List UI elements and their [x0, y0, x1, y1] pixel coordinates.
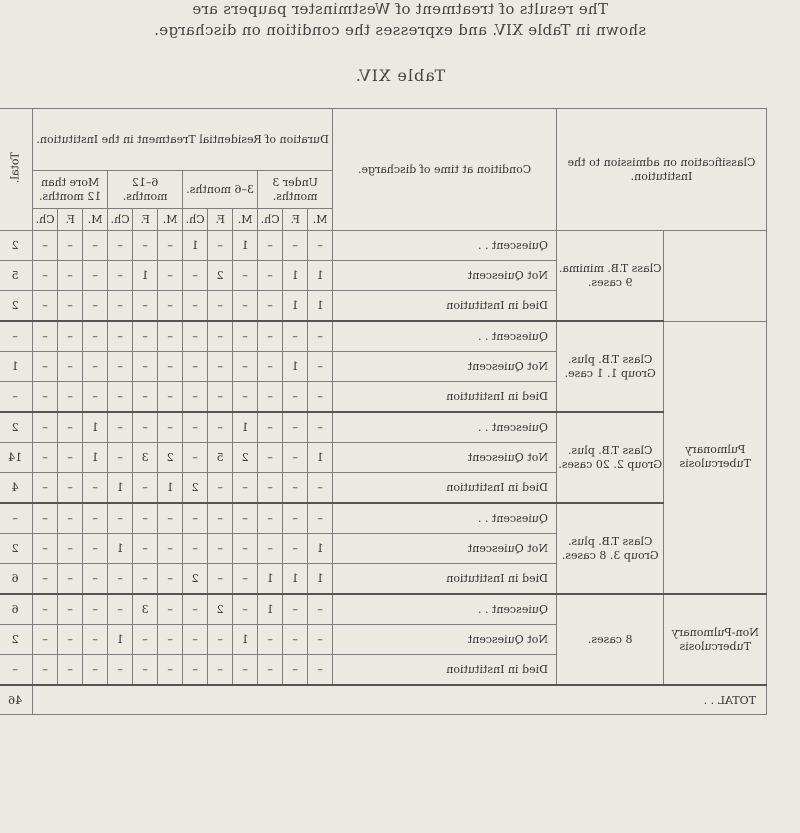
condition-cell: Not Quiescent: [333, 534, 557, 564]
value-cell: 1: [133, 261, 158, 291]
value-cell: –: [33, 352, 58, 382]
value-cell: –: [58, 655, 83, 686]
value-cell: –: [208, 352, 233, 382]
condition-cell: Quiescent . .: [333, 321, 557, 352]
value-cell: 1: [108, 473, 133, 504]
value-cell: 1: [283, 352, 308, 382]
value-cell: –: [158, 412, 183, 443]
value-cell: –: [283, 473, 308, 504]
value-cell: –: [158, 291, 183, 322]
period-under-3: Under 3 months.: [258, 171, 333, 209]
value-cell: 2: [233, 443, 258, 473]
value-cell: –: [158, 594, 183, 625]
row-total-cell: 6: [0, 564, 33, 595]
value-cell: –: [208, 503, 233, 534]
period-6-12: 6–12 months.: [108, 171, 183, 209]
sub-ch: Ch.: [108, 209, 133, 231]
value-cell: –: [108, 291, 133, 322]
value-cell: –: [283, 625, 308, 655]
value-cell: –: [158, 564, 183, 595]
value-cell: –: [183, 594, 208, 625]
value-cell: –: [183, 321, 208, 352]
value-cell: 1: [183, 231, 208, 261]
value-cell: –: [258, 655, 283, 686]
data-table: [0, 108, 767, 715]
value-cell: 5: [208, 443, 233, 473]
value-cell: –: [58, 291, 83, 322]
value-cell: 1: [308, 291, 333, 322]
value-cell: 1: [233, 625, 258, 655]
value-cell: –: [233, 473, 258, 504]
row-total-cell: 1: [0, 352, 33, 382]
value-cell: 1: [108, 625, 133, 655]
value-cell: –: [83, 655, 108, 686]
condition-cell: Died in Institution: [333, 382, 557, 413]
table-row: [0, 503, 767, 534]
row-total-cell: 5: [0, 261, 33, 291]
value-cell: –: [108, 231, 133, 261]
value-cell: –: [83, 321, 108, 352]
value-cell: –: [258, 412, 283, 443]
value-cell: 1: [258, 564, 283, 595]
row-total-cell: 2: [0, 412, 33, 443]
value-cell: –: [258, 261, 283, 291]
value-cell: 1: [233, 231, 258, 261]
value-cell: –: [158, 321, 183, 352]
value-cell: –: [58, 261, 83, 291]
category-cell: Non-Pulmonary Tuberculosis: [664, 594, 767, 685]
value-cell: –: [208, 231, 233, 261]
condition-cell: Died in Institution: [333, 564, 557, 595]
value-cell: 2: [208, 261, 233, 291]
value-cell: –: [233, 655, 258, 686]
value-cell: –: [158, 382, 183, 413]
value-cell: –: [283, 382, 308, 413]
value-cell: 1: [308, 534, 333, 564]
sub-f: F.: [58, 209, 83, 231]
value-cell: –: [158, 625, 183, 655]
value-cell: –: [133, 473, 158, 504]
value-cell: 1: [108, 534, 133, 564]
value-cell: –: [133, 291, 158, 322]
sub-m: M.: [233, 209, 258, 231]
value-cell: –: [208, 412, 233, 443]
value-cell: 1: [308, 443, 333, 473]
value-cell: –: [33, 534, 58, 564]
row-total-cell: 6: [0, 594, 33, 625]
condition-cell: Died in Institution: [333, 473, 557, 504]
value-cell: 1: [308, 564, 333, 595]
value-cell: –: [183, 655, 208, 686]
row-total-cell: 2: [0, 231, 33, 261]
row-total-cell: 2: [0, 291, 33, 322]
value-cell: 3: [133, 443, 158, 473]
table-title: Table XIV.: [354, 66, 446, 85]
value-cell: –: [108, 655, 133, 686]
value-cell: –: [308, 321, 333, 352]
value-cell: –: [208, 473, 233, 504]
header-duration: Duration of Residential Treatment in the Institution.: [33, 109, 333, 171]
caption-line-1: The results of treatment of Westminster paupers are: [192, 0, 608, 18]
sub-m: M.: [158, 209, 183, 231]
period-over-12: More than 12 months.: [33, 171, 108, 209]
value-cell: –: [308, 473, 333, 504]
value-cell: –: [83, 382, 108, 413]
value-cell: –: [133, 321, 158, 352]
header-condition: Condition at time of discharge.: [333, 109, 557, 231]
total-row: [0, 685, 767, 715]
value-cell: –: [33, 473, 58, 504]
value-cell: –: [83, 352, 108, 382]
value-cell: –: [183, 352, 208, 382]
condition-cell: Quiescent . .: [333, 412, 557, 443]
value-cell: –: [133, 534, 158, 564]
value-cell: –: [183, 382, 208, 413]
value-cell: 1: [158, 473, 183, 504]
value-cell: –: [33, 625, 58, 655]
sub-f: F.: [283, 209, 308, 231]
value-cell: –: [58, 412, 83, 443]
sub-f: F.: [133, 209, 158, 231]
value-cell: 1: [83, 443, 108, 473]
value-cell: –: [233, 382, 258, 413]
value-cell: 2: [183, 564, 208, 595]
value-cell: –: [183, 443, 208, 473]
value-cell: –: [158, 352, 183, 382]
value-cell: –: [283, 412, 308, 443]
value-cell: –: [58, 503, 83, 534]
condition-cell: Quiescent . .: [333, 594, 557, 625]
value-cell: –: [108, 261, 133, 291]
value-cell: –: [133, 352, 158, 382]
value-cell: –: [58, 473, 83, 504]
value-cell: –: [233, 291, 258, 322]
header-total-label: Total.: [8, 152, 22, 184]
value-cell: –: [83, 473, 108, 504]
value-cell: –: [283, 503, 308, 534]
row-total-cell: 2: [0, 625, 33, 655]
category-cell: Pulmonary Tuberculosis: [664, 321, 767, 594]
value-cell: –: [33, 594, 58, 625]
sub-ch: Ch.: [258, 209, 283, 231]
header-total: [0, 109, 33, 231]
value-cell: –: [308, 352, 333, 382]
value-cell: –: [108, 352, 133, 382]
value-cell: –: [83, 503, 108, 534]
sub-m: M.: [308, 209, 333, 231]
header-classification: Classification on admission to the Institution.: [556, 109, 766, 231]
value-cell: –: [33, 443, 58, 473]
condition-cell: Not Quiescent: [333, 625, 557, 655]
sub-ch: Ch.: [33, 209, 58, 231]
classification-cell: Class T.B. minima. 9 cases.: [556, 231, 664, 322]
value-cell: –: [58, 382, 83, 413]
value-cell: –: [133, 412, 158, 443]
value-cell: –: [258, 291, 283, 322]
value-cell: –: [308, 231, 333, 261]
total-value: 46: [0, 685, 33, 715]
value-cell: –: [183, 291, 208, 322]
condition-cell: Quiescent . .: [333, 231, 557, 261]
value-cell: 2: [158, 443, 183, 473]
value-cell: –: [33, 382, 58, 413]
table-row: [0, 594, 767, 625]
table-body: [0, 231, 767, 715]
value-cell: –: [258, 503, 283, 534]
value-cell: –: [33, 503, 58, 534]
value-cell: –: [108, 594, 133, 625]
value-cell: –: [283, 443, 308, 473]
classification-cell: Class T.B. plus. Group 2. 20 cases.: [556, 412, 664, 503]
value-cell: –: [108, 412, 133, 443]
classification-cell: Class T.B. plus. Group 3. 8 cases.: [556, 503, 664, 594]
row-total-cell: –: [0, 655, 33, 686]
value-cell: –: [308, 412, 333, 443]
value-cell: –: [58, 443, 83, 473]
value-cell: –: [208, 564, 233, 595]
table-row: [0, 231, 767, 261]
value-cell: –: [133, 231, 158, 261]
value-cell: –: [208, 655, 233, 686]
value-cell: 3: [133, 594, 158, 625]
value-cell: –: [158, 655, 183, 686]
total-label: TOTAL . .: [33, 685, 767, 715]
value-cell: –: [33, 655, 58, 686]
value-cell: –: [258, 443, 283, 473]
value-cell: 1: [233, 412, 258, 443]
value-cell: –: [258, 231, 283, 261]
value-cell: –: [233, 594, 258, 625]
value-cell: 1: [283, 291, 308, 322]
value-cell: –: [108, 503, 133, 534]
value-cell: –: [258, 321, 283, 352]
value-cell: –: [183, 261, 208, 291]
classification-cell: 8 cases.: [556, 594, 664, 685]
value-cell: –: [58, 352, 83, 382]
value-cell: 1: [283, 261, 308, 291]
value-cell: –: [108, 321, 133, 352]
value-cell: –: [283, 594, 308, 625]
value-cell: –: [208, 382, 233, 413]
value-cell: –: [83, 625, 108, 655]
value-cell: 1: [83, 412, 108, 443]
value-cell: –: [233, 261, 258, 291]
table-row: [0, 321, 767, 352]
value-cell: –: [258, 534, 283, 564]
value-cell: –: [108, 443, 133, 473]
value-cell: –: [233, 321, 258, 352]
value-cell: –: [208, 291, 233, 322]
value-cell: –: [233, 503, 258, 534]
value-cell: 1: [308, 261, 333, 291]
value-cell: –: [208, 625, 233, 655]
value-cell: –: [183, 503, 208, 534]
value-cell: –: [133, 564, 158, 595]
value-cell: –: [58, 564, 83, 595]
value-cell: –: [258, 382, 283, 413]
value-cell: –: [233, 352, 258, 382]
value-cell: –: [283, 655, 308, 686]
condition-cell: Not Quiescent: [333, 261, 557, 291]
row-total-cell: –: [0, 382, 33, 413]
row-total-cell: 14: [0, 443, 33, 473]
row-total-cell: 4: [0, 473, 33, 504]
value-cell: –: [83, 594, 108, 625]
value-cell: –: [133, 655, 158, 686]
value-cell: –: [208, 321, 233, 352]
value-cell: –: [58, 231, 83, 261]
value-cell: –: [283, 321, 308, 352]
value-cell: –: [133, 382, 158, 413]
condition-cell: Not Quiescent: [333, 352, 557, 382]
row-total-cell: 2: [0, 534, 33, 564]
condition-cell: Died in Institution: [333, 655, 557, 686]
value-cell: –: [33, 564, 58, 595]
value-cell: –: [308, 594, 333, 625]
condition-cell: Quiescent . .: [333, 503, 557, 534]
value-cell: –: [58, 321, 83, 352]
value-cell: –: [133, 503, 158, 534]
value-cell: –: [183, 412, 208, 443]
row-total-cell: –: [0, 503, 33, 534]
value-cell: –: [83, 231, 108, 261]
value-cell: –: [33, 291, 58, 322]
value-cell: –: [58, 594, 83, 625]
value-cell: 2: [208, 594, 233, 625]
value-cell: –: [308, 382, 333, 413]
row-total-cell: –: [0, 321, 33, 352]
condition-cell: Died in Institution: [333, 291, 557, 322]
value-cell: –: [208, 534, 233, 564]
value-cell: –: [183, 625, 208, 655]
value-cell: –: [283, 534, 308, 564]
value-cell: –: [233, 534, 258, 564]
value-cell: –: [58, 625, 83, 655]
value-cell: –: [83, 261, 108, 291]
value-cell: –: [258, 473, 283, 504]
period-3-6: 3–6 months.: [183, 171, 258, 209]
table-row: [0, 412, 767, 443]
value-cell: –: [58, 534, 83, 564]
value-cell: –: [133, 625, 158, 655]
sub-f: F.: [208, 209, 233, 231]
value-cell: –: [258, 352, 283, 382]
value-cell: –: [158, 261, 183, 291]
value-cell: –: [83, 564, 108, 595]
value-cell: 2: [183, 473, 208, 504]
condition-cell: Not Quiescent: [333, 443, 557, 473]
value-cell: –: [83, 291, 108, 322]
value-cell: –: [283, 231, 308, 261]
value-cell: –: [233, 564, 258, 595]
value-cell: –: [158, 231, 183, 261]
value-cell: –: [108, 382, 133, 413]
sub-ch: Ch.: [183, 209, 208, 231]
value-cell: –: [108, 564, 133, 595]
caption-line-2: shown in Table XIV. and expresses the condition on discharge.: [153, 21, 647, 39]
sub-m: M.: [83, 209, 108, 231]
value-cell: –: [33, 261, 58, 291]
value-cell: –: [258, 625, 283, 655]
value-cell: –: [33, 412, 58, 443]
value-cell: 1: [283, 564, 308, 595]
value-cell: –: [83, 534, 108, 564]
value-cell: 1: [258, 594, 283, 625]
value-cell: –: [33, 321, 58, 352]
value-cell: –: [158, 503, 183, 534]
classification-cell: Class T.B. plus. Group 1. 1 case.: [556, 321, 664, 412]
value-cell: –: [33, 231, 58, 261]
category-cell: [664, 231, 767, 322]
value-cell: –: [308, 503, 333, 534]
value-cell: –: [308, 655, 333, 686]
value-cell: –: [183, 534, 208, 564]
value-cell: –: [158, 534, 183, 564]
value-cell: –: [308, 625, 333, 655]
